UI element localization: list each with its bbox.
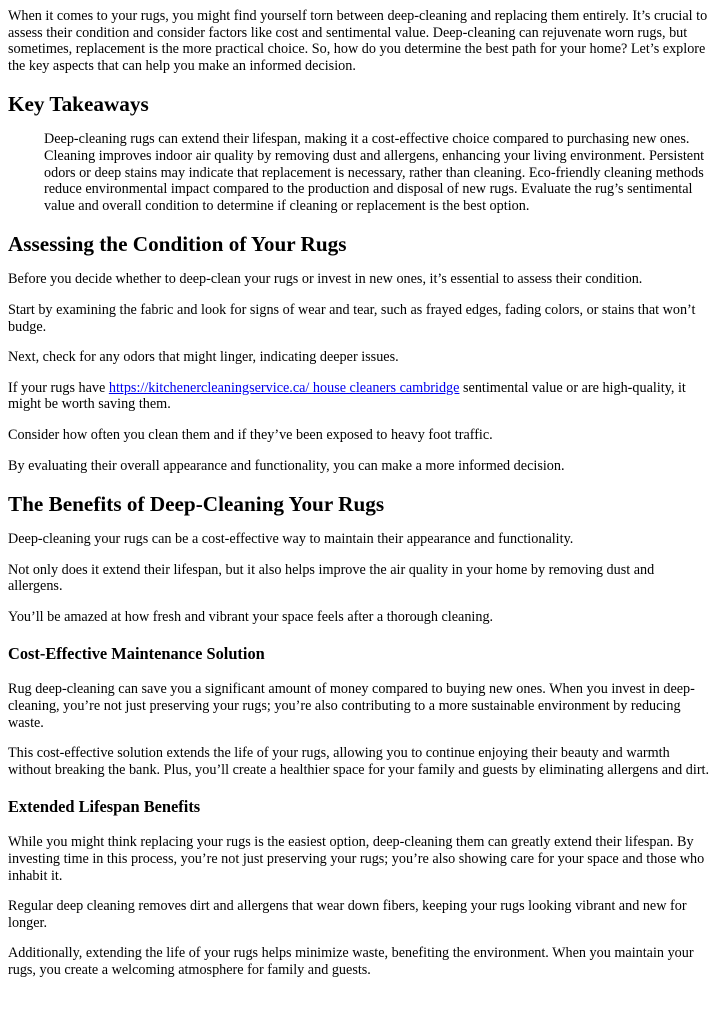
key-takeaways-quote: Deep-cleaning rugs can extend their lifespan, making it a cost-effective choice compared to purchasing new ones. Cleaning improves indoor air quality by removing dust and allergens, enhancing your living environment. Persistent odors or deep stains may indicate that replacement is necessary, rather than cleaning. Eco-friendly cleaning methods reduce environmental impact compared to the production and disposal of new rugs. Evaluate the rug’s sentimental value and overall condition to determine if cleaning or replacement is the best option.	[44, 131, 705, 214]
article	[0, 8, 720, 979]
benefits-heading: The Benefits of Deep-Cleaning Your Rugs	[8, 492, 385, 517]
benefits-paragraph-2: Not only does it extend their lifespan, but it also helps improve the air quality in your home by removing dust and allergens.	[8, 561, 655, 595]
benefits-paragraph-3: You’ll be amazed at how fresh and vibrant your space feels after a thorough cleaning.	[8, 608, 494, 625]
lifespan-heading: Extended Lifespan Benefits	[8, 797, 201, 817]
assessing-paragraph-1: Before you decide whether to deep-clean your rugs or invest in new ones, it’s essential to assess their condition.	[8, 271, 643, 288]
assessing-paragraph-3: Next, check for any odors that might linger, indicating deeper issues.	[8, 349, 399, 366]
lifespan-paragraph-2: Regular deep cleaning removes dirt and allergens that wear down fibers, keeping your rugs looking vibrant and new for longer.	[8, 898, 687, 931]
key-takeaways-heading: Key Takeaways	[8, 92, 149, 117]
benefits-paragraph-1: Deep-cleaning your rugs can be a cost-effective way to maintain their appearance and functionality.	[8, 531, 574, 548]
lifespan-paragraph-1: While you might think replacing your rugs is the easiest option, deep-cleaning them can greatly extend their lifespan. By investing time in this process, you’re not just preserving your rugs; you’re also showing care for your space and those who inhabit it.	[8, 834, 705, 884]
assessing-paragraph-5: Consider how often you clean them and if they’ve been exposed to heavy foot traffic.	[8, 426, 493, 443]
intro-paragraph: When it comes to your rugs, you might find yourself torn between deep-cleaning and replacing them entirely. It’s crucial to assess their condition and consider factors like cost and sentimental value. Deep-cleaning can rejuvenate worn rugs, but sometimes, replacement is the more practical choice. So, how do you determine the best path for your home? Let’s explore the key aspects that can help you make an informed decision.	[8, 8, 708, 74]
cost-effective-paragraph-1: Rug deep-cleaning can save you a significant amount of money compared to buying new ones. When you invest in deep-cleaning, you’re not just preserving your rugs; you’re also contributing to a more sustainable environment by reducing waste.	[8, 681, 695, 731]
assessing-paragraph-4-after: sentimental value or are high-quality, it might be worth saving them.	[8, 379, 686, 413]
assessing-paragraph-6: By evaluating their overall appearance and functionality, you can make a more informed decision.	[8, 457, 565, 474]
house-cleaners-link[interactable]: https://kitchenercleaningservice.ca/ house cleaners cambridge	[108, 379, 460, 396]
lifespan-paragraph-3: Additionally, extending the life of your rugs helps minimize waste, benefiting the environment. When you maintain your rugs, you create a welcoming atmosphere for family and guests.	[8, 945, 694, 978]
cost-effective-heading: Cost-Effective Maintenance Solution	[8, 644, 265, 664]
cost-effective-paragraph-2: This cost-effective solution extends the life of your rugs, allowing you to continue enjoying their beauty and warmth without breaking the bank. Plus, you’ll create a healthier space for your family and guests by eliminating allergens and dirt.	[8, 745, 710, 778]
assessing-paragraph-4-before: If your rugs have	[8, 379, 109, 396]
assessing-heading: Assessing the Condition of Your Rugs	[8, 232, 347, 257]
assessing-paragraph-4	[8, 380, 712, 413]
assessing-paragraph-2: Start by examining the fabric and look for signs of wear and tear, such as frayed edges, fading colors, or stains that won’t budge.	[8, 301, 696, 335]
